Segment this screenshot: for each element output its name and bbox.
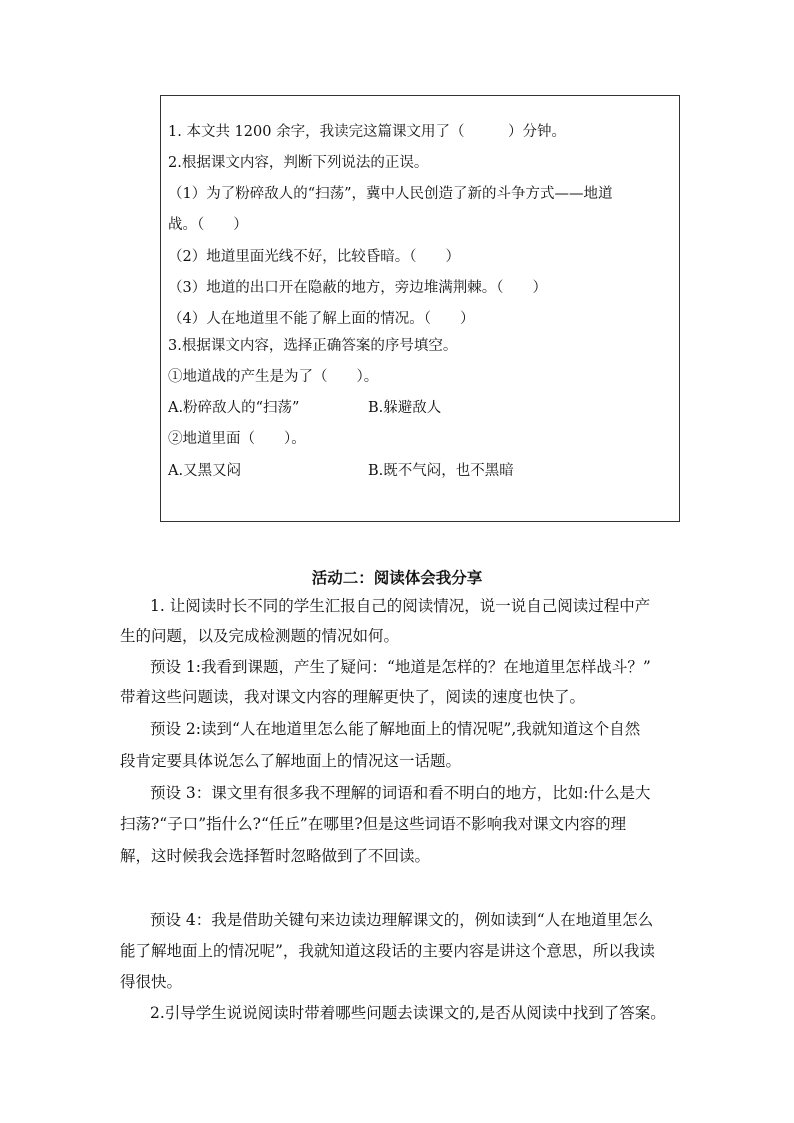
question-3-sub-2-option-a: A.又黑又闷 bbox=[168, 463, 242, 479]
question-3-sub-2-option-b: B.既不气闷，也不黑暗 bbox=[368, 463, 514, 479]
paragraph-line: 2.引导学生说说阅读时带着哪些问题去读课文的,是否从阅读中找到了答案。 bbox=[150, 1004, 666, 1022]
paragraph-line: 预设 2:读到“人在地道里怎么能了解地面上的情况呢”,我就知道这个自然 bbox=[150, 720, 641, 738]
section-heading: 活动二：阅读体会我分享 bbox=[311, 569, 483, 587]
paragraph-line: 段肯定要具体说怎么了解地面上的情况这一话题。 bbox=[120, 752, 462, 770]
question-3-sub-1-option-a: A.粉碎敌人的“扫荡” bbox=[168, 400, 300, 416]
paragraph-line: 扫荡?“子口”指什么?“任丘”在哪里?但是这些词语不影响我对课文内容的理 bbox=[120, 815, 627, 833]
paragraph-line: 1. 让阅读时长不同的学生汇报自己的阅读情况，说一说自己阅读过程中产 bbox=[150, 597, 651, 615]
question-3-sub-1: ①地道战的产生是为了（ ）。 bbox=[168, 369, 379, 385]
question-3-sub-2: ②地道里面（ ）。 bbox=[168, 431, 306, 447]
paragraph-line: 生的问题，以及完成检测题的情况如何。 bbox=[120, 627, 400, 645]
question-2-item-3: （3）地道的出口开在隐蔽的地方，旁边堆满荆棘。（ ） bbox=[168, 280, 547, 296]
paragraph-line: 得很快。 bbox=[120, 973, 183, 991]
paragraph-line: 预设 1:我看到课题，产生了疑问：“地道是怎样的？在地道里怎样战斗？” bbox=[150, 658, 651, 676]
question-2-item-1-cont: 战。（ ） bbox=[168, 217, 248, 233]
question-2-item-4: （4）人在地道里不能了解上面的情况。（ ） bbox=[168, 311, 475, 327]
paragraph-line: 带着这些问题读，我对课文内容的理解更快了，阅读的速度也快了。 bbox=[120, 688, 586, 706]
paragraph-line: 能了解地面上的情况呢”，我就知道这段话的主要内容是讲这个意思，所以我读 bbox=[120, 942, 655, 960]
question-3-title: 3.根据课文内容，选择正确答案的序号填空。 bbox=[168, 338, 458, 354]
question-2-item-1: （1）为了粉碎敌人的“扫荡”，冀中人民创造了新的斗争方式——地道 bbox=[168, 186, 613, 202]
question-2-item-2: （2）地道里面光线不好，比较昏暗。（ ） bbox=[168, 249, 460, 265]
question-3-sub-1-option-b: B.躲避敌人 bbox=[368, 400, 442, 416]
paragraph-line: 解，这时候我会选择暂时忽略做到了不回读。 bbox=[120, 847, 431, 865]
paragraph-line: 预设 4：我是借助关键句来边读边理解课文的，例如读到“人在地道里怎么 bbox=[150, 911, 654, 929]
question-1: 1. 本文共 1200 余字，我读完这篇课文用了（ ）分钟。 bbox=[168, 124, 567, 140]
question-2-title: 2.根据课文内容，判断下列说法的正误。 bbox=[168, 155, 429, 171]
paragraph-line: 预设 3：课文里有很多我不理解的词语和看不明白的地方，比如:什么是大 bbox=[150, 784, 651, 802]
